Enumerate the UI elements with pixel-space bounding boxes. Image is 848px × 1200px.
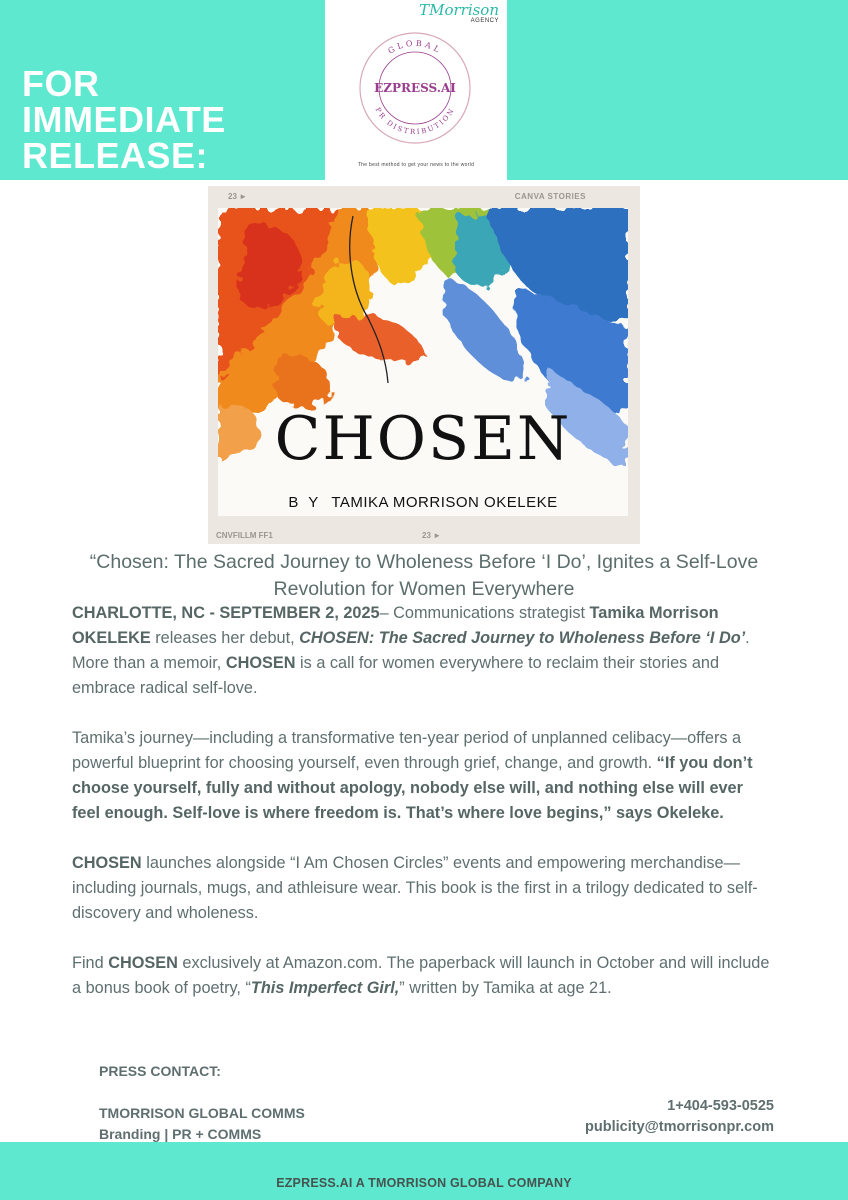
author-quote: “If you don’t choose yourself, fully and without apology, nobody else will, and nothing else will ever feel enough. Self-love is where freedom is. That’s where love begins,” says Okeleke. [72,754,753,822]
cover-author-line [218,494,628,511]
press-headline: “Chosen: The Sacred Journey to Wholeness Before ‘I Do’, Ignites a Self-Love Revolution for Women Everywhere [89,551,759,600]
svg-text:GLOBAL [386,39,443,56]
body-text: – Communications strategist [379,604,590,622]
film-mark-bottom-mid: 23 ► [422,531,442,540]
book-cover-image [208,186,640,544]
seal-bottom-text: PR DISTRIBUTION [373,106,457,137]
chosen-bold: CHOSEN [225,654,296,672]
contact-dept: Branding | PR + COMMS [99,1126,262,1142]
tmorrison-agency-logo [419,2,499,25]
body-text: is a call for women everywhere to reclaim their stories and embrace radical self-love. [72,654,719,697]
footer-band [0,1142,848,1200]
seal-tagline: The best method to get your news to the world [357,162,475,168]
release-line-3: RELEASE: [22,135,209,176]
cover-title: CHOSEN [274,404,572,474]
body-text: . More than a memoir, [72,629,750,672]
ezpress-seal-logo [355,28,475,148]
press-body [72,601,772,1026]
cover-by: B Y [288,494,322,511]
agency-logo-panel [325,0,507,180]
release-heading [22,63,322,176]
body-text: Tamika’s journey—including a transformative ten-year period of unplanned celibacy—offers a powerful blueprint for choosing yourself, even through grief, change, and growth. [72,729,742,772]
book-title: CHOSEN: The Sacred Journey to Wholeness Before ‘I Do’ [299,629,746,647]
footer-text: EZPRESS.AI A TMORRISON GLOBAL COMPANY [276,1176,572,1190]
svg-text:PR DISTRIBUTION [374,106,457,136]
body-text: ” written by Tamika at age 21. [399,979,612,997]
body-paragraph-2 [72,726,772,826]
seal-name: EZPRESS.AI [374,81,456,95]
chosen-bold: CHOSEN [108,954,178,972]
dateline: CHARLOTTE, NC - SEPTEMBER 2, 2025 [72,604,380,622]
film-mark-top-left: 23 ► [228,192,248,201]
agency-logo-name: TMorrison [419,1,499,19]
chosen-bold: CHOSEN [72,854,142,872]
author-name: Tamika Morrison OKELEKE [72,604,719,647]
body-paragraph-1 [72,601,772,701]
body-text: launches alongside “I Am Chosen Circles” events and empowering merchandise—including journals, mugs, and athleisure wear. This book is the first in a trilogy dedicated to self-discovery and wholeness. [72,854,758,922]
press-contact-org [99,1103,305,1145]
press-contact-label: PRESS CONTACT: [99,1063,221,1079]
body-text: Find [72,954,109,972]
body-paragraph-3 [72,851,772,926]
press-contact-details [585,1096,774,1138]
film-mark-bottom-left: CNVFILLM FF1 [216,531,273,540]
body-text: exclusively at Amazon.com. The paperback will launch in October and will include a bonus book of poetry, “ [72,954,770,997]
body-paragraph-4 [72,951,772,1001]
contact-email: publicity@tmorrisonpr.com [585,1119,774,1135]
agency-logo-sub: AGENCY [470,18,499,24]
film-mark-top-right: CANVA STORIES [514,192,586,201]
release-line-2: IMMEDIATE [22,99,226,140]
seal-top-text: GLOBAL [386,38,444,56]
poetry-title: This Imperfect Girl, [250,979,400,997]
body-text: releases her debut, [150,629,300,647]
book-cover [218,208,628,516]
contact-org-name: TMORRISON GLOBAL COMMS [99,1105,305,1121]
release-line-1: FOR [22,63,100,104]
contact-phone: 1+404-593-0525 [667,1098,774,1114]
cover-author-name: TAMIKA MORRISON OKELEKE [331,494,558,511]
